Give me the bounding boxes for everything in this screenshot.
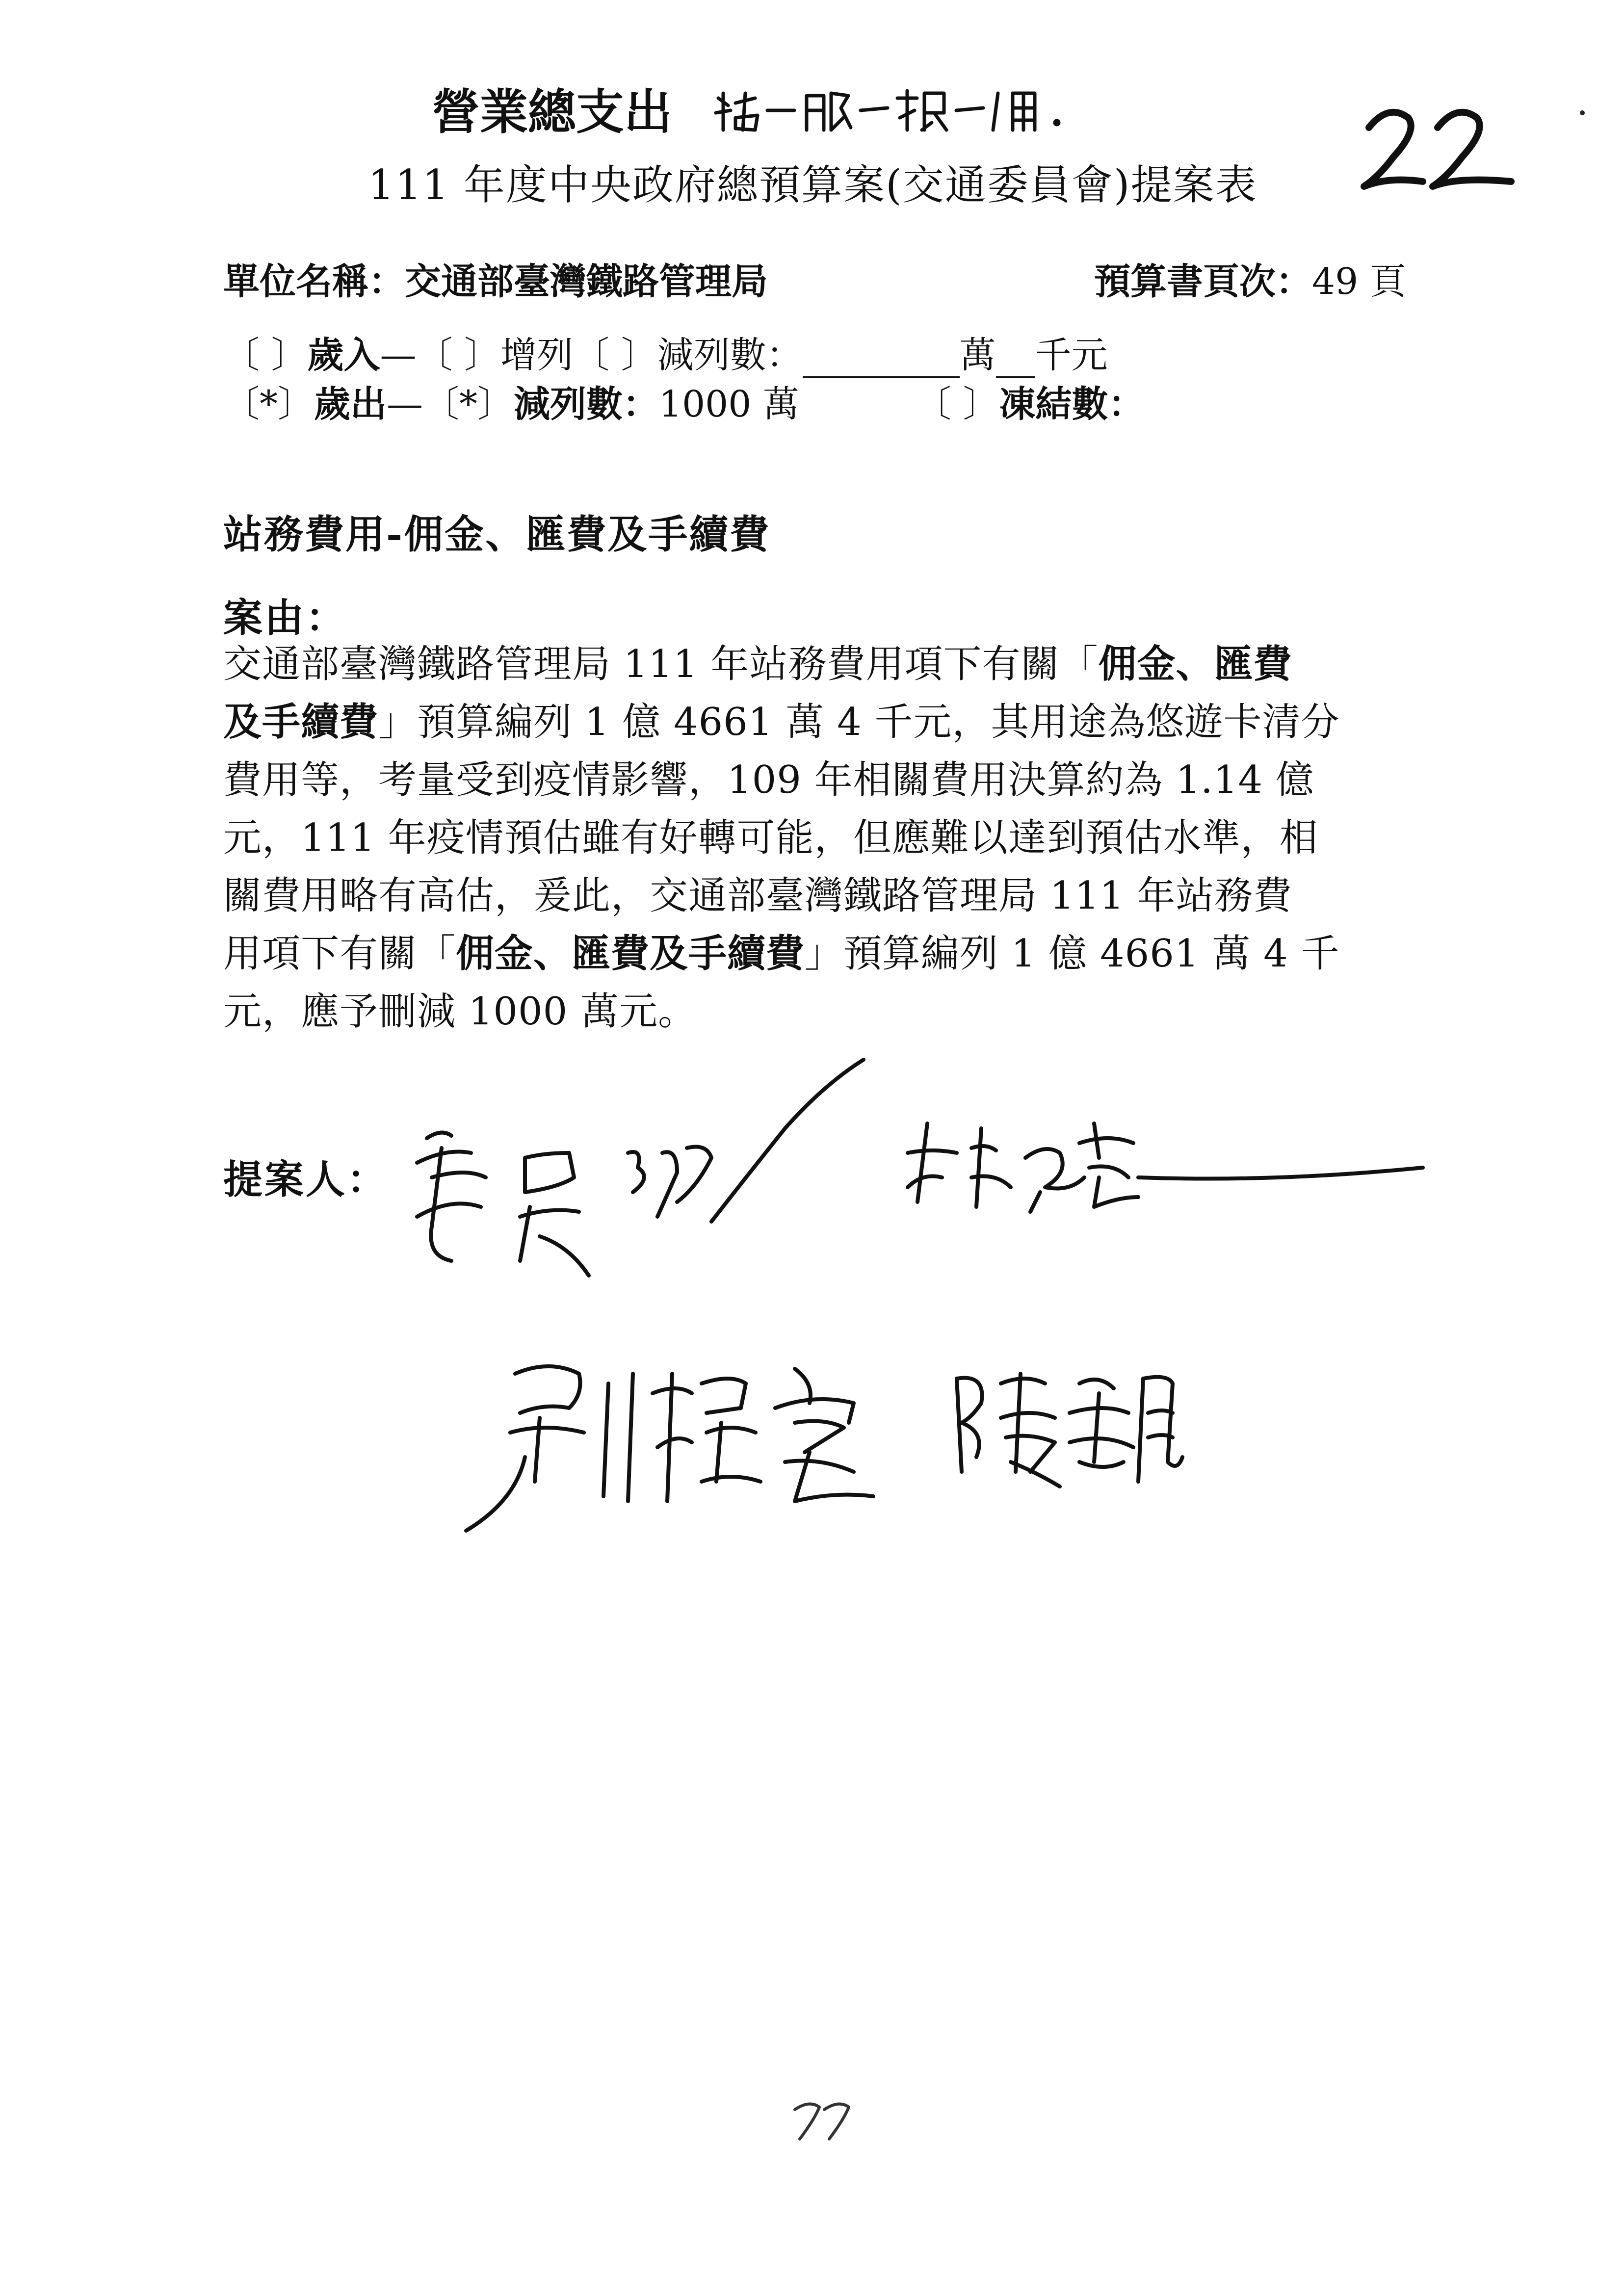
reason-text: 交通部臺灣鐵路管理局 111 年站務費用項下有關「 <box>223 642 1099 686</box>
reason-line <box>223 693 1430 751</box>
increase-checkbox: 〔 〕 <box>416 334 501 376</box>
proposer-label: 提案人： <box>223 1156 388 1202</box>
budget-page-label: 預算書頁次： <box>1094 261 1312 303</box>
freeze-label: 凍結數： <box>999 383 1145 425</box>
handwritten-page-number <box>1359 103 1516 201</box>
reason-emphasis: 及手續費 <box>223 700 379 744</box>
freeze-checkbox: 〔 〕 <box>915 383 999 425</box>
reason-emphasis: 佣金、匯費及手續費 <box>456 931 805 976</box>
unit-name-value: 交通部臺灣鐵路管理局 <box>405 261 768 303</box>
revenue-label: 歲入 <box>307 334 380 376</box>
reason-line <box>223 809 1430 867</box>
signature-1 <box>417 1060 864 1276</box>
reason-text: 用項下有關「 <box>223 932 456 976</box>
reason-line <box>223 635 1430 693</box>
item-title: 站務費用-佣金、匯費及手續費 <box>223 511 771 557</box>
reason-emphasis: 佣金、匯費 <box>1098 642 1292 686</box>
proposer-signatures <box>0 1030 1624 1570</box>
signature-4 <box>957 1374 1182 1487</box>
reason-line <box>223 867 1430 925</box>
handwritten-category-note <box>708 83 1101 149</box>
reason-text: 元，111 年疫情預估雖有好轉可能，但應難以達到預估水準，相 <box>223 816 1318 860</box>
expenditure-decrease-label: 減列數： <box>514 383 659 425</box>
reason-text: 關費用略有高估，爰此，交通部臺灣鐵路管理局 111 年站務費 <box>223 874 1292 918</box>
reason-line <box>223 925 1430 983</box>
signature-2 <box>908 1123 1423 1212</box>
expenditure-dash: — <box>387 383 423 425</box>
reason-label: 案由： <box>223 595 347 641</box>
expenditure-row <box>223 375 799 427</box>
document-subtitle: 111 年度中央政府總預算案(交通委員會)提案表 <box>368 161 1257 209</box>
reason-text: 」預算編列 1 億 4661 萬 4 千元，其用途為悠遊卡清分 <box>378 700 1340 744</box>
reason-text: 費用等，考量受到疫情影響，109 年相關費用決算約為 1.14 億 <box>223 758 1314 802</box>
reason-body <box>223 635 1430 1041</box>
decrease-checkbox: 〔 〕 <box>573 334 657 376</box>
expenditure-decrease-checkbox: 〔*〕 <box>423 383 514 425</box>
expenditure-decrease-value: 1000 萬 <box>659 383 799 425</box>
revenue-row <box>223 326 1108 378</box>
revenue-dash: — <box>380 334 417 376</box>
unit-thousand: 千元 <box>1035 334 1108 376</box>
expenditure-label: 歲出 <box>314 383 387 425</box>
signature-3 <box>466 1366 873 1531</box>
budget-page-row <box>1094 253 1406 305</box>
amount-blank-thousand <box>996 342 1035 378</box>
unit-name-label: 單位名稱： <box>223 261 405 303</box>
expenditure-checkbox: 〔*〕 <box>223 383 314 425</box>
decrease-label: 減列數： <box>657 334 803 376</box>
reason-text: 元，應予刪減 1000 萬元。 <box>223 990 697 1034</box>
amount-blank-wan <box>803 342 960 378</box>
document-header <box>432 74 1101 149</box>
scan-speck <box>1580 110 1585 115</box>
reason-text: 」預算編列 1 億 4661 萬 4 千 <box>805 932 1340 976</box>
reason-line <box>223 751 1430 809</box>
unit-wan: 萬 <box>959 334 996 376</box>
freeze-row <box>915 375 1145 427</box>
handwritten-footer-number <box>785 2090 864 2149</box>
document-title: 營業總支出 <box>432 84 673 140</box>
budget-page-value: 49 頁 <box>1312 261 1406 303</box>
revenue-checkbox: 〔 〕 <box>223 334 308 376</box>
increase-label: 增列 <box>500 334 574 376</box>
unit-name-row <box>223 253 768 305</box>
